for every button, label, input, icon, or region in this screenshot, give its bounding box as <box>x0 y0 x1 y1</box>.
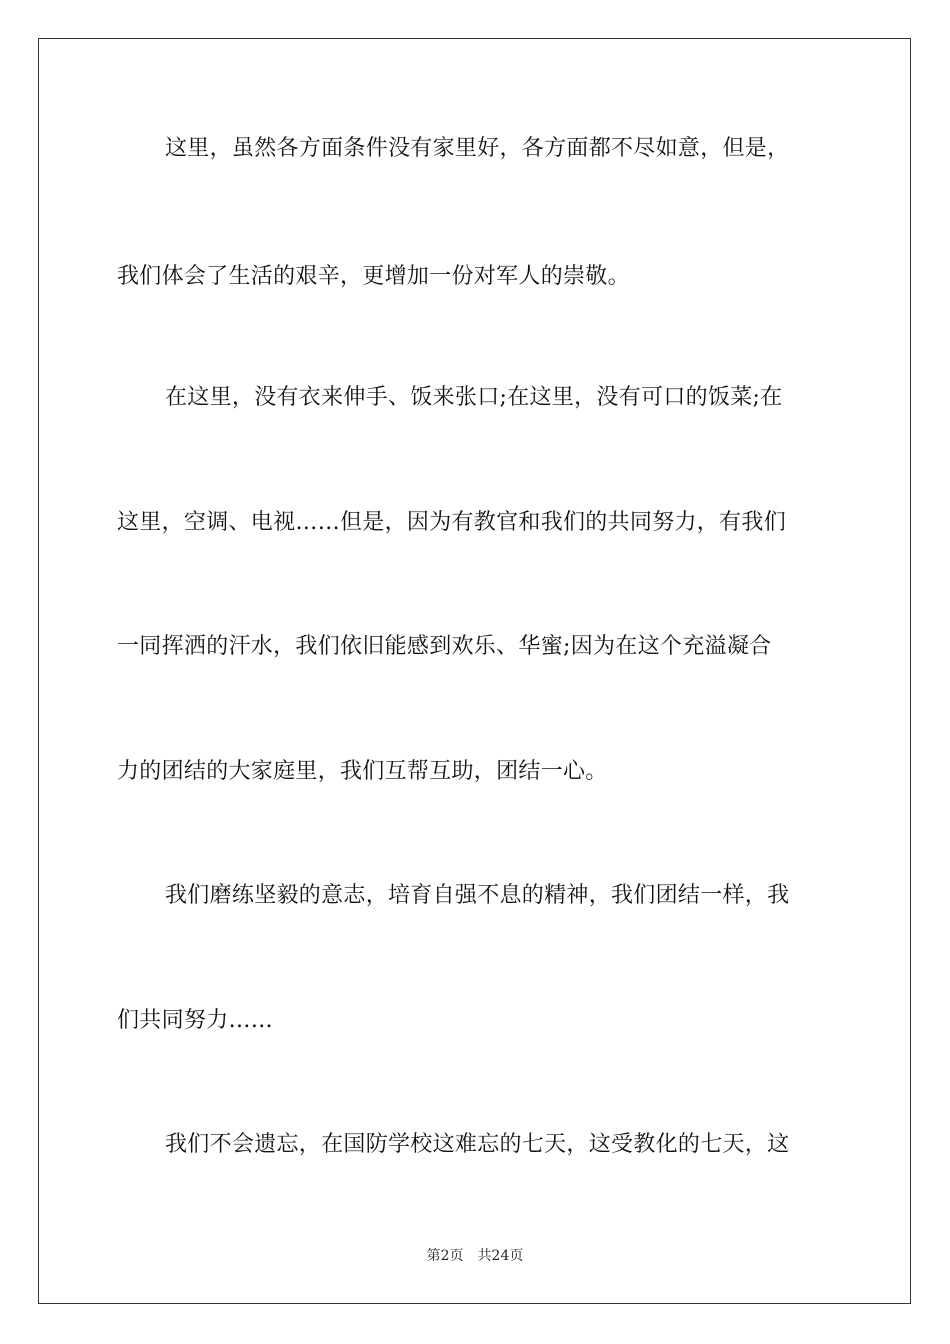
page-footer <box>0 1246 950 1266</box>
paragraph-line: 力的团结的大家庭里，我们互帮互助，团结一心。 <box>117 759 608 784</box>
paragraph-line: 在这里，没有衣来伸手、饭来张口;在这里，没有可口的饭菜;在 <box>165 385 783 410</box>
paragraph-line: 一同挥洒的汗水，我们依旧能感到欢乐、华蜜;因为在这个充溢凝合 <box>117 634 772 659</box>
paragraph-line: 我们磨练坚毅的意志，培育自强不息的精神，我们团结一样，我 <box>165 883 790 908</box>
paragraph-line: 们共同努力…… <box>117 1008 274 1033</box>
page-total: 共24页 <box>477 1248 524 1264</box>
paragraph-line: 这里，空调、电视……但是，因为有教官和我们的共同努力，有我们 <box>117 510 787 535</box>
page-number: 第2页 <box>426 1248 464 1264</box>
paragraph-line: 我们体会了生活的艰辛，更增加一份对军人的崇敬。 <box>117 264 630 289</box>
page-border <box>38 38 911 1304</box>
paragraph-line: 这里，虽然各方面条件没有家里好，各方面都不尽如意，但是， <box>165 136 790 161</box>
paragraph-line: 我们不会遗忘，在国防学校这难忘的七天，这受教化的七天，这 <box>165 1132 790 1157</box>
